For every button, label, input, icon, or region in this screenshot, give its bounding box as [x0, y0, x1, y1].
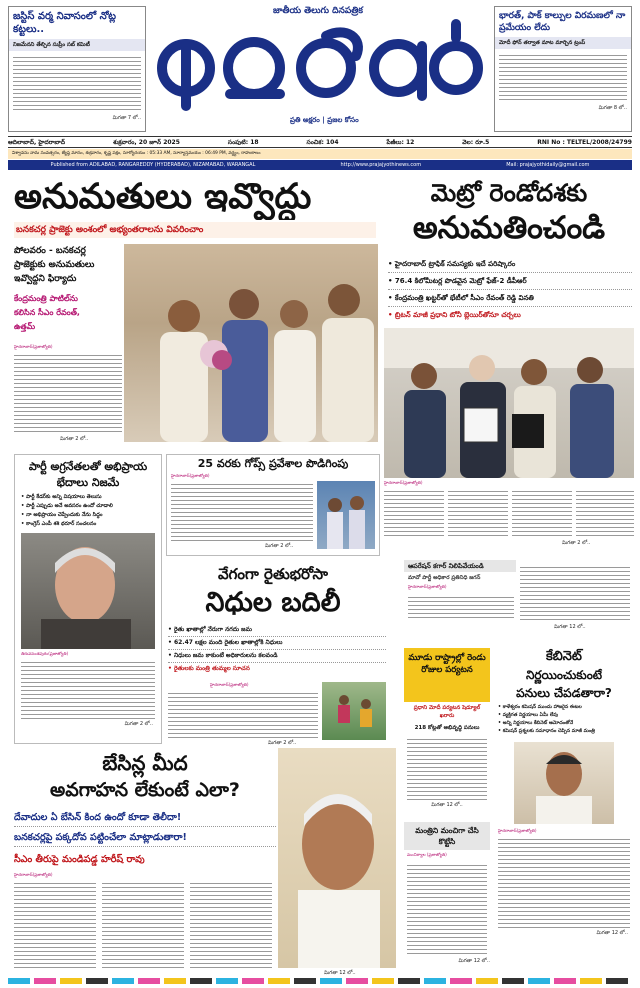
party-bullet-1: • పార్టీ కేడర్‌కు అన్ని విషయాలు తెలుసు	[21, 493, 155, 502]
rythu-headline[interactable]: నిధుల బదిలీ	[205, 587, 341, 618]
operation-more[interactable]: మిగతా 12 లో..	[554, 624, 586, 630]
lead-left-highlight-line-1: కేంద్రమంత్రి పాటిల్‌ను	[14, 294, 78, 303]
left-teaser-sub: నిజమేనని తేల్చిన సుప్రీం సబ్ కమిటీ	[9, 39, 145, 51]
gurukul-body	[171, 481, 313, 541]
three-states-header	[404, 648, 490, 702]
operation-box	[404, 560, 632, 640]
editions-bar	[8, 160, 632, 170]
lead-right-dateline: హైదరాబాద్(ప్రజాజ్యోతి)	[384, 480, 423, 485]
dateline-volume: సంపుటి: 18	[227, 139, 259, 146]
party-bullets	[15, 491, 161, 531]
rythu-bullets	[168, 624, 386, 675]
basin-photo	[278, 748, 396, 968]
basin-dateline: హైదరాబాద్(ప్రజాజ్యోతి)	[14, 872, 53, 877]
lead-right-bullet-1: • హైదరాబాద్ ట్రాఫిక్ సమస్యకు ఇదే పరిష్కారం	[388, 256, 632, 273]
basin-line-2: బనకచర్లపై పక్కదోవ పట్టించేలా మాట్లాడుతారా!	[14, 830, 276, 847]
cabinet-bullet-4: • కమిషన్ ప్రశ్నలకు సమాధానం చెప్పిన మాజీ మంత్రి	[498, 728, 630, 736]
rythu-bullet-4: • రైతులకు మంత్రి తుమ్మల సూచన	[168, 665, 250, 672]
dateline-price: వెల: రూ.5	[462, 139, 490, 146]
basin-headline-bottom[interactable]: అవగాహన లేకుంటే ఎలా?	[50, 779, 240, 801]
three-states-body	[407, 736, 487, 800]
gurukul-photo	[317, 481, 375, 549]
rythu-photo	[322, 682, 386, 740]
right-teaser[interactable]	[494, 6, 632, 132]
logo-mark	[150, 16, 490, 116]
lead-left-photo	[124, 244, 378, 442]
right-teaser-body	[499, 52, 627, 102]
dateline-issue: సంచిక: 104	[306, 139, 339, 146]
cabinet-more[interactable]: మిగతా 12 లో..	[596, 930, 628, 936]
lead-left-more[interactable]: మిగతా 2 లో..	[60, 436, 89, 442]
basin-more[interactable]: మిగతా 12 లో..	[324, 970, 356, 976]
gurukul-more[interactable]: మిగతా 2 లో..	[265, 543, 294, 549]
masthead	[0, 0, 640, 138]
gurukul-box	[166, 454, 380, 556]
left-teaser-headline: జస్టిస్ వర్మ నివాసంలో నోట్ల కట్టలు..	[13, 11, 117, 35]
lead-left-body	[14, 352, 122, 434]
lead-right-bullet-3: • కేంద్రమంత్రి ఖట్టర్‌తో భేటీలో సీఎం రేవంత్ రెడ్డి వినతి	[388, 290, 632, 307]
editions-text: Published from ADILABAD, RANGAREDDY (HYDERABAD), NIZAMABAD, WARANGAL	[50, 162, 256, 168]
operation-headline[interactable]: ఆపరేషన్ కగార్ నిలిపివేయండి	[404, 560, 516, 572]
three-states-more[interactable]: మిగతా 12 లో..	[431, 802, 463, 808]
dateline-rni: RNI No : TELTEL/2008/24799	[537, 139, 632, 146]
basin-photo-figure	[278, 748, 396, 968]
lead-right-more[interactable]: మిగతా 2 లో..	[562, 540, 591, 546]
dateline-place: ఆదిలాబాద్, హైదరాబాద్	[8, 139, 66, 146]
cheating-headline[interactable]: మంత్రిని మంచిగా చేసి కొట్టేసి	[404, 822, 490, 850]
rythu-body	[168, 690, 318, 738]
operation-sub: మావో పార్టీ అధికార ప్రతినిధి జగన్	[408, 575, 481, 581]
dateline-bar	[8, 136, 632, 148]
party-box	[14, 454, 162, 744]
cabinet-bullet-2: • వ్యక్తిగత నిర్ణయాలు ఏమీ లేవు	[498, 712, 630, 720]
lead-right-photo	[384, 328, 634, 478]
operation-body	[408, 594, 514, 620]
gurukul-photo-figures	[317, 481, 375, 549]
cabinet-body	[498, 836, 630, 928]
rythu-more[interactable]: మిగతా 2 లో..	[268, 740, 297, 746]
lead-left-headline[interactable]: అనుమతులు ఇవ్వొద్దు	[14, 177, 312, 217]
dateline-pages: పేజీలు: 12	[386, 139, 415, 146]
lead-left-highlight-line-3: ఉత్తమ్	[14, 322, 36, 331]
lead-right-bullet-2: • 76.4 కిలోమీటర్ల పొడవైన మెట్రో ఫేజ్-2 డీపీఆర్	[388, 273, 632, 290]
print-registration-bar	[8, 978, 632, 984]
lead-right-photo-figures	[384, 328, 634, 478]
lead-left-highlight	[14, 292, 122, 334]
party-photo-figure	[21, 533, 155, 649]
three-states-sub: ప్రధాని మోదీ పర్యటన షెడ్యూల్ ఖరారు	[413, 705, 481, 719]
lead-left-subhead: బనకచర్ల ప్రాజెక్టు అంశంలో అభ్యంతరాలను వివరించాం	[14, 222, 376, 238]
lead-left-intro-line-3: ఇవ్వొద్దని ఫిర్యాదు	[14, 274, 77, 284]
panchangam-bar: విశ్వావసు నామ సంవత్సరం, జ్యేష్ఠ మాసం, శుక్రవారం, కృష్ణ పక్షం, సూర్యోదయం : 05:33 AM, సూర్యాస్తమయం : 06:49 PM, వర్జ్యం, రాహుకాలం	[8, 149, 632, 159]
operation-dateline: హైదరాబాద్(ప్రజాజ్యోతి)	[408, 584, 447, 589]
right-teaser-more[interactable]: మిగతా 8 లో..	[598, 105, 627, 111]
gurukul-dateline: హైదరాబాద్(ప్రజాజ్యోతి)	[171, 473, 210, 478]
lead-left-intro-line-2: ప్రాజెక్టుకు అనుమతులు	[14, 260, 95, 270]
party-body	[21, 659, 155, 719]
three-states-sub2: 218 కోట్లతో అభివృద్ధి పనులు	[414, 725, 480, 731]
cabinet-box	[494, 648, 634, 988]
masthead-motto: ప్రతి అక్షరం | ప్రజల కోసం	[290, 116, 359, 124]
lead-left-highlight-line-2: కలిసిన సీఎం రేవంత్,	[14, 308, 80, 317]
logo	[150, 16, 490, 116]
party-more[interactable]: మిగతా 2 లో..	[124, 721, 153, 727]
cabinet-dateline: హైదరాబాద్(ప్రజాజ్యోతి)	[498, 828, 537, 833]
left-teaser-body	[13, 54, 141, 112]
cabinet-photo	[514, 742, 614, 824]
lead-right-bullet-4: • బ్రిటన్ మాజీ ప్రధాని టోనీ బ్లెయిర్‌తోనూ చర్చలు	[388, 311, 521, 319]
left-teaser[interactable]	[8, 6, 146, 132]
cheating-more[interactable]: మిగతా 12 లో..	[458, 958, 490, 964]
basin-body	[14, 880, 272, 968]
party-photo	[21, 533, 155, 649]
rythu-kicker: వేగంగా రైతుభరోసా	[218, 565, 328, 583]
three-states-headline[interactable]: మూడు రాష్ట్రాల్లో రెండు రోజుల పర్యటన	[408, 653, 486, 675]
cabinet-headline-mid[interactable]: నిర్ణయించుకుంటే	[525, 668, 603, 682]
cheating-body	[407, 862, 487, 956]
gurukul-headline[interactable]: 25 వరకు గోప్స్ ప్రవేశాల పొడిగింపు	[197, 457, 349, 470]
basin-headline-top[interactable]: బేసిన్ల మీద	[102, 751, 188, 775]
cabinet-photo-figure	[514, 742, 614, 824]
party-headline[interactable]: పార్టీ అగ్రనేతలతో అభిప్రాయ భేదాలు నిజమే	[28, 460, 148, 489]
cabinet-bullet-1: • కాళేశ్వరం కమిషన్ ముందు హాజరైన ఈటల	[498, 704, 630, 712]
lead-left-intro	[14, 244, 122, 286]
cabinet-headline-bottom[interactable]: పనులు చేపడతారా?	[516, 686, 612, 700]
party-bullet-4: • కాంగ్రెస్ ఎంపీ శశి థరూర్ సంచలనం	[21, 520, 155, 529]
lead-left-dateline: హైదరాబాద్(ప్రజాజ్యోతి)	[14, 344, 53, 349]
basin-line-1: దేవాదుల ఏ బేసిన్ కింద ఉందో కూడా తెలీదా!	[14, 810, 276, 827]
right-teaser-sub: మోదీ ఫోన్ తర్వాత మాట మార్చిన ట్రంప్	[495, 37, 631, 49]
lead-right-body	[384, 488, 634, 536]
rythu-photo-figures	[322, 682, 386, 740]
left-teaser-more[interactable]: మిగతా 7 లో..	[112, 115, 141, 121]
masthead-tagline: జాతీయ తెలుగు దినపత్రిక	[273, 6, 363, 16]
right-teaser-headline: భారత్, పాక్ కాల్పుల విరమణలో నా ప్రమేయం లేదు	[499, 11, 626, 33]
basin-line-3: సీఎం తీరుపై మండిపడ్డ హరీష్ రావు	[14, 854, 145, 865]
cabinet-bullets	[494, 702, 634, 738]
rythu-dateline: హైదరాబాద్(ప్రజాజ్యోతి)	[210, 682, 249, 687]
operation-body-col2	[520, 564, 630, 620]
lead-right-headline-top[interactable]: మెట్రో రెండోదశకు	[430, 179, 588, 207]
three-states-box	[404, 648, 490, 816]
rythu-bullet-2: • 62.47 లక్షల మంది రైతుల ఖాతాల్లోకి నిధులు	[168, 637, 386, 650]
cheating-box	[404, 822, 490, 972]
cabinet-headline-top[interactable]: కేబినెట్	[546, 649, 582, 664]
cabinet-bullet-3: • అన్ని నిర్ణయాలు కేబినెట్ ఆమోదంతోనే	[498, 720, 630, 728]
rythu-bullet-1: • రైతు ఖాతాల్లో నేరుగా నగదు జమ	[168, 624, 386, 637]
cheating-dateline: మంచిర్యాల (ప్రజాజ్యోతి)	[407, 852, 447, 857]
lead-right-headline-bottom[interactable]: అనుమతించండి	[412, 210, 606, 246]
lead-right-bullets	[388, 256, 632, 323]
website-link[interactable]: http://www.prajajyothinews.com	[340, 162, 422, 168]
mail-link[interactable]: Mail: prajajyothidaily@gmail.com	[506, 162, 590, 168]
party-bullet-2: • పార్టీ ఎప్పుడు అనే అవసరం ఉందో చూడాలి	[21, 502, 155, 511]
dateline-date: శుక్రవారం, 20 జూన్ 2025	[113, 139, 180, 146]
party-bullet-3: • నా అభిప్రాయం చెప్పేందుకు నేను సిద్ధం	[21, 511, 155, 520]
lead-left-intro-line-1: పోలవరం - బనకచర్ల	[14, 246, 86, 256]
party-dateline: తిరువనంతపురం(ప్రజాజ్యోతి)	[21, 651, 69, 656]
rythu-bullet-3: • నిధులు జమ కాకుంటే అధికారులను కలవండి	[168, 650, 386, 663]
lead-left-photo-figures	[124, 244, 378, 442]
